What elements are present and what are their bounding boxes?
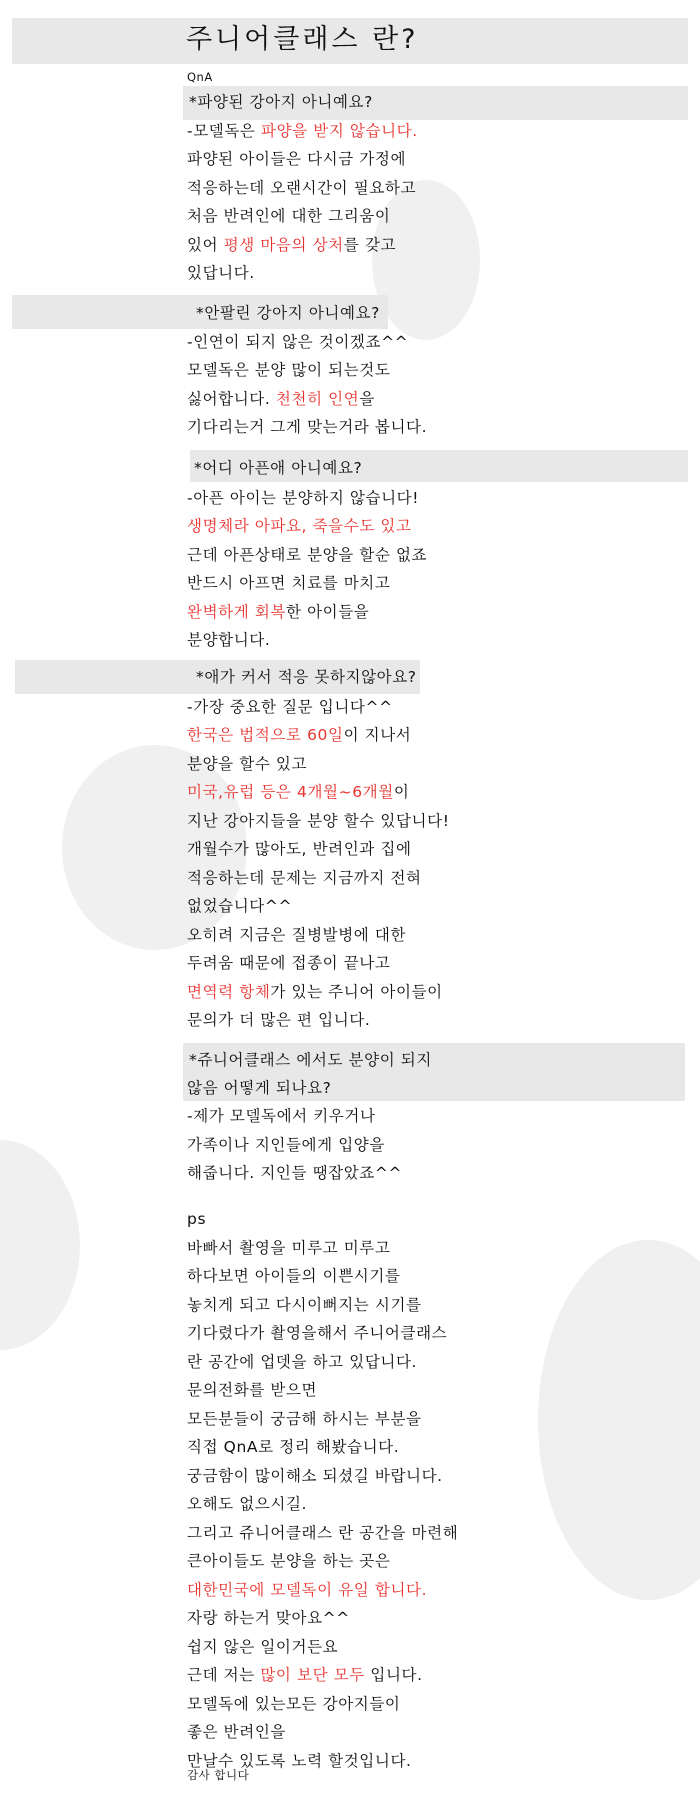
text-line <box>187 1352 417 1372</box>
text-segment: *쥬니어클래스 에서도 분양이 되지 <box>189 1051 432 1069</box>
text-segment: -아픈 아이는 분양하지 않습니다! <box>187 489 420 507</box>
text-segment: 기다리는거 그게 맞는거라 봅니다. <box>187 418 428 436</box>
text-line <box>187 1238 390 1258</box>
text-segment: -가장 중요한 질문 입니다^^ <box>187 698 393 716</box>
page-title: 주니어클래스 란? <box>186 24 419 55</box>
closing-text: 감사 합니다 <box>187 1768 250 1782</box>
text-line <box>187 235 396 255</box>
text-segment: 가족이나 지인들에게 입양을 <box>187 1136 385 1154</box>
highlight-text: 면역력 항체 <box>187 983 271 1001</box>
text-line <box>187 1551 390 1571</box>
text-line <box>187 263 255 283</box>
text-line <box>187 630 270 650</box>
highlight-text: 대한민국에 모델독이 유일 합니다. <box>187 1581 428 1599</box>
highlight-text: 생명체라 아파요, 죽을수도 있고 <box>187 517 412 535</box>
text-segment: 이 <box>393 783 410 801</box>
text-segment: 궁금함이 많이해소 되셨길 바랍니다. <box>187 1467 443 1485</box>
text-segment: 쉽지 않은 일이거든요 <box>187 1638 339 1656</box>
text-line <box>187 1323 447 1343</box>
text-segment: 큰아이들도 분양을 하는 곳은 <box>187 1552 391 1570</box>
text-segment: 입니다. <box>364 1666 423 1684</box>
text-line <box>187 488 419 508</box>
text-segment: *어디 아픈애 아니예요? <box>194 459 363 477</box>
text-line <box>187 1722 286 1742</box>
text-line <box>187 1106 376 1126</box>
text-segment: 를 갖고 <box>343 236 397 254</box>
text-segment: 자랑 하는거 맞아요^^ <box>187 1609 350 1627</box>
text-line <box>187 1266 401 1286</box>
text-segment: 싫어합니다. <box>187 390 276 408</box>
text-line <box>187 1135 385 1155</box>
text-segment: 모든분들이 궁금해 하시는 부분을 <box>187 1410 422 1428</box>
text-line <box>189 1050 432 1070</box>
text-segment: 란 공간에 업뎃을 하고 있답니다. <box>187 1353 418 1371</box>
text-line <box>187 149 406 169</box>
text-segment: 오히려 지금은 질병발병에 대한 <box>187 926 407 944</box>
text-line <box>187 1580 427 1600</box>
text-segment: 직접 QnA로 정리 해봤습니다. <box>187 1438 400 1456</box>
text-line <box>187 1010 370 1030</box>
text-segment: 파양된 아이들은 다시금 가정에 <box>187 150 407 168</box>
text-line <box>187 1209 206 1229</box>
text-line <box>187 1409 422 1429</box>
text-line <box>187 725 411 745</box>
text-segment: 않음 어떻게 되나요? <box>187 1079 332 1097</box>
highlight-text: 한국은 법적으로 60일 <box>187 726 344 744</box>
text-segment: 반드시 아프면 치료를 마치고 <box>187 574 391 592</box>
text-line <box>187 982 443 1002</box>
highlight-text: 평생 마음의 상처 <box>223 236 344 254</box>
text-segment: 오해도 없으시길. <box>187 1495 308 1513</box>
text-line <box>187 697 393 717</box>
text-line <box>187 1163 402 1183</box>
text-segment: *안팔린 강아지 아니예요? <box>196 304 380 322</box>
text-segment: 분양을 할수 있고 <box>187 755 308 773</box>
text-line <box>187 1295 422 1315</box>
qna-label: QnA <box>187 70 213 84</box>
text-segment: 만날수 있도록 노력 할것입니다. <box>187 1752 412 1770</box>
text-segment: 가 있는 주니어 아이들이 <box>270 983 443 1001</box>
text-line <box>187 417 427 437</box>
text-line <box>187 1380 317 1400</box>
text-line <box>187 360 390 380</box>
text-segment: -모델독은 <box>187 122 262 140</box>
text-line <box>187 1078 331 1098</box>
text-segment: 바빠서 촬영을 미루고 미루고 <box>187 1239 391 1257</box>
text-segment: 적응하는데 오랜시간이 필요하고 <box>187 179 417 197</box>
text-line <box>187 389 375 409</box>
text-line <box>187 896 292 916</box>
text-line <box>187 839 412 859</box>
text-line <box>187 754 307 774</box>
text-segment: 모델독에 있는모든 강아지들이 <box>187 1695 401 1713</box>
text-segment: 문의가 더 많은 편 입니다. <box>187 1011 371 1029</box>
text-line <box>187 121 418 141</box>
text-line <box>187 332 408 352</box>
text-line <box>187 1466 443 1486</box>
text-line <box>187 811 450 831</box>
text-segment: 모델독은 분양 많이 되는것도 <box>187 361 391 379</box>
text-segment: 분양합니다. <box>187 631 271 649</box>
text-line <box>187 1608 350 1628</box>
highlight-text: 완벽하게 회복 <box>187 603 286 621</box>
text-line <box>187 573 390 593</box>
text-segment: 개월수가 많아도, 반려인과 집에 <box>187 840 412 858</box>
text-line <box>187 1523 458 1543</box>
text-segment: 좋은 반려인을 <box>187 1723 286 1741</box>
text-segment: 이 지나서 <box>343 726 412 744</box>
text-segment: 그리고 쥬니어클래스 란 공간을 마련해 <box>187 1524 459 1542</box>
text-segment: -제가 모델독에서 키우거나 <box>187 1107 376 1125</box>
text-line <box>187 178 416 198</box>
text-segment: 문의전화를 받으면 <box>187 1381 318 1399</box>
text-line <box>187 953 390 973</box>
text-segment: -인연이 되지 않은 것이겠죠^^ <box>187 333 409 351</box>
text-line <box>187 516 412 536</box>
text-segment: 한 아이들을 <box>285 603 370 621</box>
text-segment: 두려움 때문에 접종이 끝나고 <box>187 954 391 972</box>
text-segment: ps <box>187 1210 207 1228</box>
text-segment: 없었습니다^^ <box>187 897 293 915</box>
text-segment: 적응하는데 문제는 지금까지 전혀 <box>187 869 422 887</box>
text-line <box>187 1694 401 1714</box>
text-segment: 있답니다. <box>187 264 255 282</box>
text-segment: 놓치게 되고 다시이뻐지는 시기를 <box>187 1296 422 1314</box>
text-line <box>187 1437 399 1457</box>
text-line <box>187 925 406 945</box>
text-segment: 하다보면 아이들의 이쁜시기를 <box>187 1267 401 1285</box>
text-segment: *애가 커서 적응 못하지않아요? <box>196 668 417 686</box>
text-line <box>187 1494 307 1514</box>
text-line <box>187 868 422 888</box>
text-segment: 기다렸다가 촬영을해서 주니어클래스 <box>187 1324 448 1342</box>
highlight-text: 미국,유럽 등은 4개월~6개월 <box>187 783 394 801</box>
text-segment: 근데 저는 <box>187 1666 261 1684</box>
text-segment: *파양된 강아지 아니예요? <box>189 93 373 111</box>
text-line <box>187 1637 338 1657</box>
text-segment: 을 <box>359 390 375 408</box>
text-line <box>187 782 409 802</box>
text-line <box>187 1665 423 1685</box>
text-segment: 근데 아픈상태로 분양을 할순 없죠 <box>187 546 428 564</box>
text-segment: 있어 <box>187 236 224 254</box>
text-line <box>187 602 369 622</box>
text-line <box>196 667 417 687</box>
highlight-text: 천천히 인연 <box>275 390 360 408</box>
text-line <box>187 206 390 226</box>
text-line <box>189 92 373 112</box>
text-line <box>187 545 427 565</box>
highlight-text: 파양을 받지 않습니다. <box>261 122 418 140</box>
text-segment: 해줍니다. 지인들 땡잡았죠^^ <box>187 1164 403 1182</box>
text-line <box>194 458 362 478</box>
text-segment: 처음 반려인에 대한 그리움이 <box>187 207 391 225</box>
text-segment: 지난 강아지들을 분양 할수 있답니다! <box>187 812 450 830</box>
highlight-text: 많이 보단 모두 <box>260 1666 365 1684</box>
text-line <box>196 303 380 323</box>
